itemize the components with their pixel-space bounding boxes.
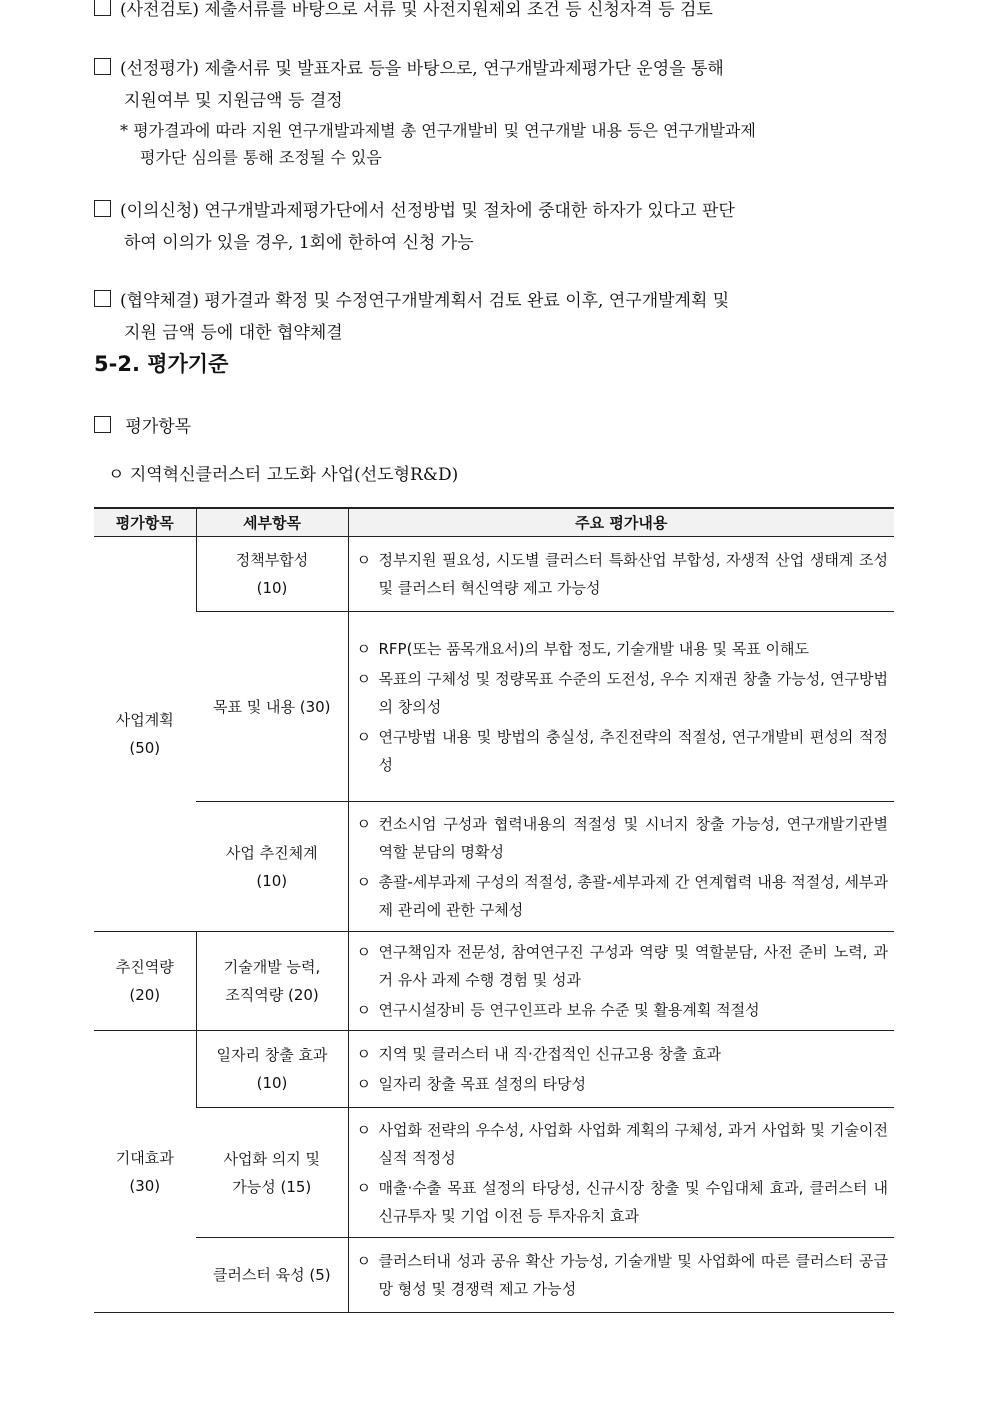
content-cell — [348, 802, 894, 932]
criteria-text: 연구책임자 전문성, 참여연구진 구성과 역량 및 역할분담, 사전 준비 노력, 과거 유사 과제 수행 경험 및 성과 — [378, 943, 888, 989]
sub-item-score: 조직역량 (20) — [225, 986, 319, 1004]
criteria-item — [357, 635, 889, 663]
criteria-item — [357, 1247, 889, 1303]
paragraph-agreement — [94, 285, 896, 349]
bullet-circle-icon: ㅇ — [356, 1178, 371, 1197]
sub-item-cell — [196, 537, 348, 612]
criteria-text: 연구시설장비 등 연구인프라 보유 수준 및 활용계획 적절성 — [378, 1001, 760, 1019]
eval-items-heading — [94, 411, 896, 443]
criteria-text: 클러스터내 성과 공유 확산 가능성, 기술개발 및 사업화에 따른 클러스터 공급망 형성 및 경쟁력 제고 가능성 — [378, 1252, 888, 1298]
criteria-text: 사업화 전략의 우수성, 사업화 사업화 계획의 구체성, 과거 사업화 및 기술이전 실적 적정성 — [378, 1120, 888, 1167]
category-cell — [94, 537, 196, 932]
table-row — [94, 1031, 894, 1108]
paragraph-text: 지원여부 및 지원금액 등 결정 — [124, 91, 343, 111]
header-cell: 주요 평가내용 — [348, 508, 894, 537]
criteria-item — [357, 1174, 889, 1230]
bullet-circle-icon: ㅇ — [356, 814, 371, 833]
note-text: * 평가결과에 따라 지원 연구개발과제별 총 연구개발비 및 연구개발 내용 등은 연구개발과제 — [120, 121, 756, 140]
bullet-circle-icon: ㅇ — [356, 872, 371, 891]
table-header-row — [94, 508, 894, 537]
content-cell — [348, 1108, 894, 1238]
paragraph-text: (사전검토) 제출서류를 바탕으로 서류 및 사전지원제외 조건 등 신청자격 등 검토 — [120, 0, 713, 20]
criteria-item — [357, 996, 889, 1024]
sub-item-cell — [196, 1238, 348, 1313]
paragraph-text: (협약체결) 평가결과 확정 및 수정연구개발계획서 검토 완료 이후, 연구개발계획 및 — [120, 291, 730, 311]
criteria-text: 매출·수출 목표 설정의 타당성, 신규시장 창출 및 수입대체 효과, 클러스터 내 신규투자 및 기업 이전 등 투자유치 효과 — [378, 1178, 888, 1225]
note — [120, 117, 896, 171]
paragraph-text: 지원 금액 등에 대한 협약체결 — [124, 323, 343, 343]
sub-item-name: 일자리 창출 효과 — [216, 1046, 328, 1064]
sub-item-name: 사업화 의지 및 — [223, 1149, 320, 1168]
checkbox-square-icon — [94, 58, 111, 75]
criteria-item — [357, 810, 889, 866]
checkbox-square-icon — [94, 416, 111, 433]
criteria-item — [357, 1070, 889, 1098]
sub-item-name: 목표 및 내용 (30) — [212, 697, 331, 716]
bullet-circle-icon: ㅇ — [356, 1001, 371, 1019]
sub-item-name: 기술개발 능력, — [223, 958, 321, 976]
checkbox-square-icon — [94, 0, 111, 16]
criteria-text: RFP(또는 품목개요서)의 부합 정도, 기술개발 내용 및 목표 이해도 — [378, 639, 809, 658]
paragraph-objection — [94, 195, 896, 259]
bullet-circle-icon: ㅇ — [356, 1045, 371, 1063]
sub-item-score: (10) — [256, 1074, 288, 1092]
bullet-circle-icon: ㅇ — [356, 943, 371, 961]
sub-item-name: 정책부합성 — [235, 551, 309, 569]
paragraph-selection-eval — [94, 53, 896, 117]
category-score: (50) — [129, 739, 161, 757]
criteria-text: 연구방법 내용 및 방법의 충실성, 추진전략의 적절성, 연구개발비 편성의 적정성 — [378, 727, 888, 774]
table-row — [94, 932, 894, 1031]
sub-item-name: 사업 추진체계 — [225, 843, 318, 862]
section-title: 5-2. 평가기준 — [94, 352, 229, 376]
bullet-circle-icon: ㅇ — [356, 1075, 371, 1093]
paragraph-pre-review — [94, 0, 896, 26]
bullet-circle-icon: ㅇ — [356, 551, 371, 569]
table-row — [94, 1108, 894, 1238]
content-cell — [348, 1238, 894, 1313]
sub-item-cell — [196, 1031, 348, 1108]
bullet-circle-icon: ㅇ — [356, 669, 371, 688]
criteria-item — [357, 546, 889, 602]
checkbox-square-icon — [94, 200, 111, 217]
program-label: ㅇ 지역혁신클러스터 고도화 사업(선도형R&D) — [108, 465, 459, 485]
sub-item-name: 클러스터 육성 (5) — [212, 1266, 331, 1284]
table-row — [94, 612, 894, 802]
evaluation-criteria-table — [94, 507, 894, 1313]
category-score: (30) — [129, 1176, 161, 1195]
criteria-text: 일자리 창출 목표 설정의 타당성 — [378, 1075, 586, 1093]
header-cell: 평가항목 — [94, 508, 196, 537]
note-text: 평가단 심의를 통해 조정될 수 있음 — [140, 148, 382, 167]
criteria-text: 지역 및 클러스터 내 직·간접적인 신규고용 창출 효과 — [378, 1045, 721, 1063]
criteria-text: 컨소시엄 구성과 협력내용의 적절성 및 시너지 창출 가능성, 연구개발기관별 역할 분담의 명확성 — [378, 814, 888, 861]
header-cell: 세부항목 — [196, 508, 348, 537]
category-name: 추진역량 — [115, 958, 174, 976]
category-name: 기대효과 — [115, 1148, 174, 1167]
criteria-item — [357, 868, 889, 924]
content-cell — [348, 932, 894, 1031]
bullet-circle-icon: ㅇ — [356, 727, 371, 746]
sub-item-score: (10) — [256, 579, 288, 597]
bullet-circle-icon: ㅇ — [356, 639, 371, 658]
content-cell — [348, 1031, 894, 1108]
sub-item-score: 가능성 (15) — [232, 1177, 312, 1196]
criteria-item — [357, 938, 889, 994]
category-cell — [94, 1031, 196, 1313]
heading-text: 평가항목 — [125, 417, 192, 437]
sub-item-cell — [196, 932, 348, 1031]
criteria-text: 목표의 구체성 및 정량목표 수준의 도전성, 우수 지재권 창출 가능성, 연구방법의 창의성 — [378, 669, 888, 716]
criteria-item — [357, 665, 889, 721]
criteria-item — [357, 1116, 889, 1172]
table-row — [94, 1238, 894, 1313]
category-score: (20) — [129, 986, 161, 1004]
criteria-text: 정부지원 필요성, 시도별 클러스터 특화산업 부합성, 자생적 산업 생태계 조성 및 클러스터 혁신역량 제고 가능성 — [378, 551, 888, 597]
paragraph-text: (선정평가) 제출서류 및 발표자료 등을 바탕으로, 연구개발과제평가단 운영을 통해 — [120, 59, 724, 79]
content-cell — [348, 612, 894, 802]
table-row — [94, 537, 894, 612]
bullet-circle-icon: ㅇ — [356, 1252, 371, 1270]
paragraph-text: (이의신청) 연구개발과제평가단에서 선정방법 및 절차에 중대한 하자가 있다고 판단 — [120, 201, 735, 221]
category-cell — [94, 932, 196, 1031]
checkbox-square-icon — [94, 290, 111, 307]
sub-item-cell — [196, 1108, 348, 1238]
bullet-circle-icon: ㅇ — [356, 1120, 371, 1139]
criteria-text: 총괄-세부과제 구성의 적절성, 총괄-세부과제 간 연계협력 내용 적절성, 세부과제 관리에 관한 구체성 — [378, 872, 888, 919]
criteria-item — [357, 1040, 889, 1068]
sub-item-cell — [196, 612, 348, 802]
sub-item-score: (10) — [256, 871, 288, 890]
content-cell — [348, 537, 894, 612]
criteria-item — [357, 723, 889, 779]
paragraph-text: 하여 이의가 있을 경우, 1회에 한하여 신청 가능 — [124, 233, 474, 253]
sub-item-cell — [196, 802, 348, 932]
category-name: 사업계획 — [115, 711, 174, 729]
table-row — [94, 802, 894, 932]
